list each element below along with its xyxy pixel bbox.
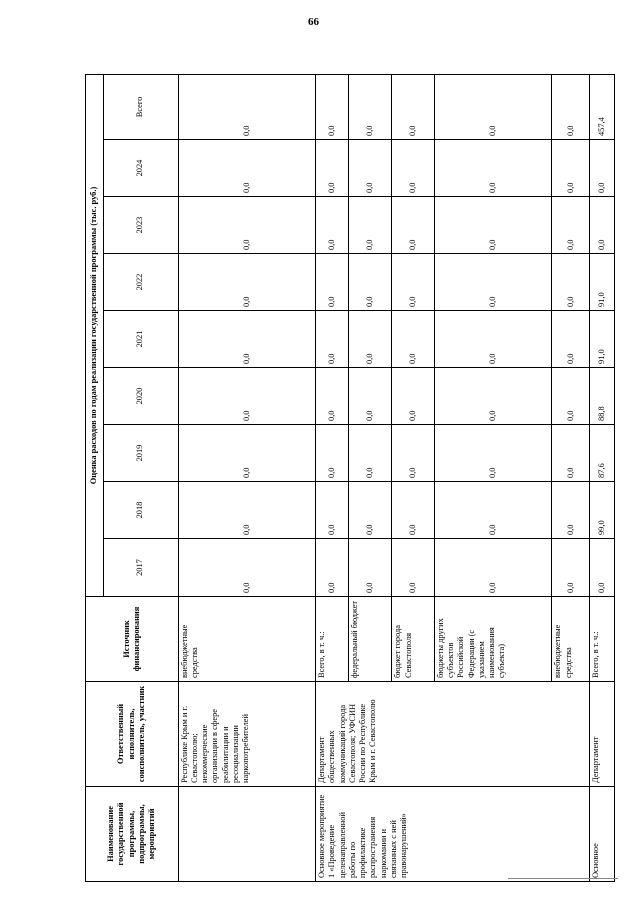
cell-value: 0,0 [434, 311, 552, 368]
cell-value: 0,0 [552, 254, 590, 311]
cell-value: 0,0 [178, 197, 316, 254]
cell-value: 0,0 [178, 482, 316, 539]
cell-value: 0,0 [348, 539, 392, 597]
cell-value: 0,0 [316, 368, 349, 425]
cell-value: 91,0 [589, 311, 614, 368]
cell-source: внебюджетные средства [552, 597, 590, 682]
cell-value: 0,0 [552, 425, 590, 482]
cell-value: 0,0 [178, 425, 316, 482]
footer-rule [508, 878, 618, 879]
cell-value: 0,0 [434, 368, 552, 425]
cell-value: 0,0 [589, 140, 614, 197]
cell-value: 0,0 [178, 140, 316, 197]
cell-value: 0,0 [589, 539, 614, 597]
header-year: 2017 [103, 539, 178, 597]
cell-value: 0,0 [178, 254, 316, 311]
cell-value: 0,0 [434, 74, 552, 139]
cell-value: 0,0 [589, 197, 614, 254]
cell-value: 0,0 [348, 368, 392, 425]
cell-value: 0,0 [348, 254, 392, 311]
header-year: 2024 [103, 140, 178, 197]
cell-value: 0,0 [552, 482, 590, 539]
cell-value: 0,0 [552, 311, 590, 368]
header-year: 2023 [103, 197, 178, 254]
cell-value: 0,0 [348, 74, 392, 139]
cell-value: 0,0 [552, 368, 590, 425]
cell-value: 0,0 [552, 74, 590, 139]
cell-value: 91,0 [589, 254, 614, 311]
cell-value: 0,0 [178, 539, 316, 597]
cell-name: Основное мероприятие 1 «Проведение целенаправленной работы по профилактике распространения наркомании и связанных с ней правонарушений» [316, 787, 590, 882]
cell-source: федеральный бюджет [348, 597, 392, 682]
cell-value: 0,0 [434, 425, 552, 482]
table-row [316, 74, 349, 881]
cell-value: 0,0 [392, 482, 435, 539]
cell-value: 87,6 [589, 425, 614, 482]
header-total: Всего [103, 74, 178, 139]
table-row [589, 74, 614, 881]
table-row [178, 74, 316, 881]
cell-value: 0,0 [178, 368, 316, 425]
cell-source: бюджеты других субъектов Российской Федерации (с указанием наименования субъекта) [434, 597, 552, 682]
cell-executor: Республике Крым и г. Севастополю; некоммерческие организации в сфере реабилитации и ресоциализации наркопотребителей [178, 682, 316, 787]
cell-source: Всего, в т. ч.: [316, 597, 349, 682]
budget-table-rotated [85, 75, 615, 882]
cell-value: 0,0 [434, 482, 552, 539]
cell-value: 0,0 [434, 254, 552, 311]
cell-value: 0,0 [348, 425, 392, 482]
cell-value: 0,0 [316, 140, 349, 197]
page-number: 66 [308, 16, 319, 28]
cell-value: 0,0 [552, 140, 590, 197]
cell-value: 0,0 [316, 197, 349, 254]
cell-executor: Департамент общественных коммуникаций города Севастополя; УФСИН России по Республике Крым и г. Севастополю [316, 682, 590, 787]
cell-value: 0,0 [316, 425, 349, 482]
cell-value: 0,0 [392, 254, 435, 311]
cell-value: 0,0 [392, 74, 435, 139]
header-row-1 [86, 74, 104, 881]
cell-value: 99,0 [589, 482, 614, 539]
cell-source: внебюджетные средства [178, 597, 316, 682]
cell-value: 0,0 [348, 197, 392, 254]
cell-value: 0,0 [178, 74, 316, 139]
cell-source: Всего, в т. ч.: [589, 597, 614, 682]
cell-value: 0,0 [178, 311, 316, 368]
header-source: Источник финансирования [86, 597, 179, 682]
budget-table [85, 74, 615, 882]
cell-source: бюджет города Севастополя [392, 597, 435, 682]
cell-value: 0,0 [392, 368, 435, 425]
header-year: 2018 [103, 482, 178, 539]
cell-value: 0,0 [434, 539, 552, 597]
cell-value: 0,0 [434, 197, 552, 254]
header-group: Оценка расходов по годам реализации государственной программы (тыс. руб.) [86, 74, 104, 596]
cell-value: 0,0 [552, 539, 590, 597]
cell-name: Основное [589, 787, 614, 882]
cell-value: 88,8 [589, 368, 614, 425]
header-year: 2022 [103, 254, 178, 311]
cell-value: 0,0 [348, 311, 392, 368]
header-year: 2021 [103, 311, 178, 368]
cell-value: 0,0 [316, 254, 349, 311]
cell-value: 0,0 [348, 482, 392, 539]
cell-value: 457,4 [589, 74, 614, 139]
cell-value: 0,0 [316, 539, 349, 597]
header-year: 2020 [103, 368, 178, 425]
cell-value: 0,0 [316, 311, 349, 368]
cell-value: 0,0 [392, 425, 435, 482]
cell-value: 0,0 [552, 197, 590, 254]
header-executor: Ответственный исполнитель, соисполнитель, участник [86, 682, 179, 787]
cell-value: 0,0 [392, 197, 435, 254]
cell-value: 0,0 [316, 74, 349, 139]
cell-executor: Департамент [589, 682, 614, 787]
cell-value: 0,0 [392, 140, 435, 197]
cell-value: 0,0 [392, 311, 435, 368]
cell-value: 0,0 [434, 140, 552, 197]
cell-name [178, 787, 316, 882]
cell-value: 0,0 [392, 539, 435, 597]
header-name: Наименование государственной программы, подпрограммы, мероприятий [86, 787, 179, 882]
cell-value: 0,0 [316, 482, 349, 539]
cell-value: 0,0 [348, 140, 392, 197]
header-year: 2019 [103, 425, 178, 482]
